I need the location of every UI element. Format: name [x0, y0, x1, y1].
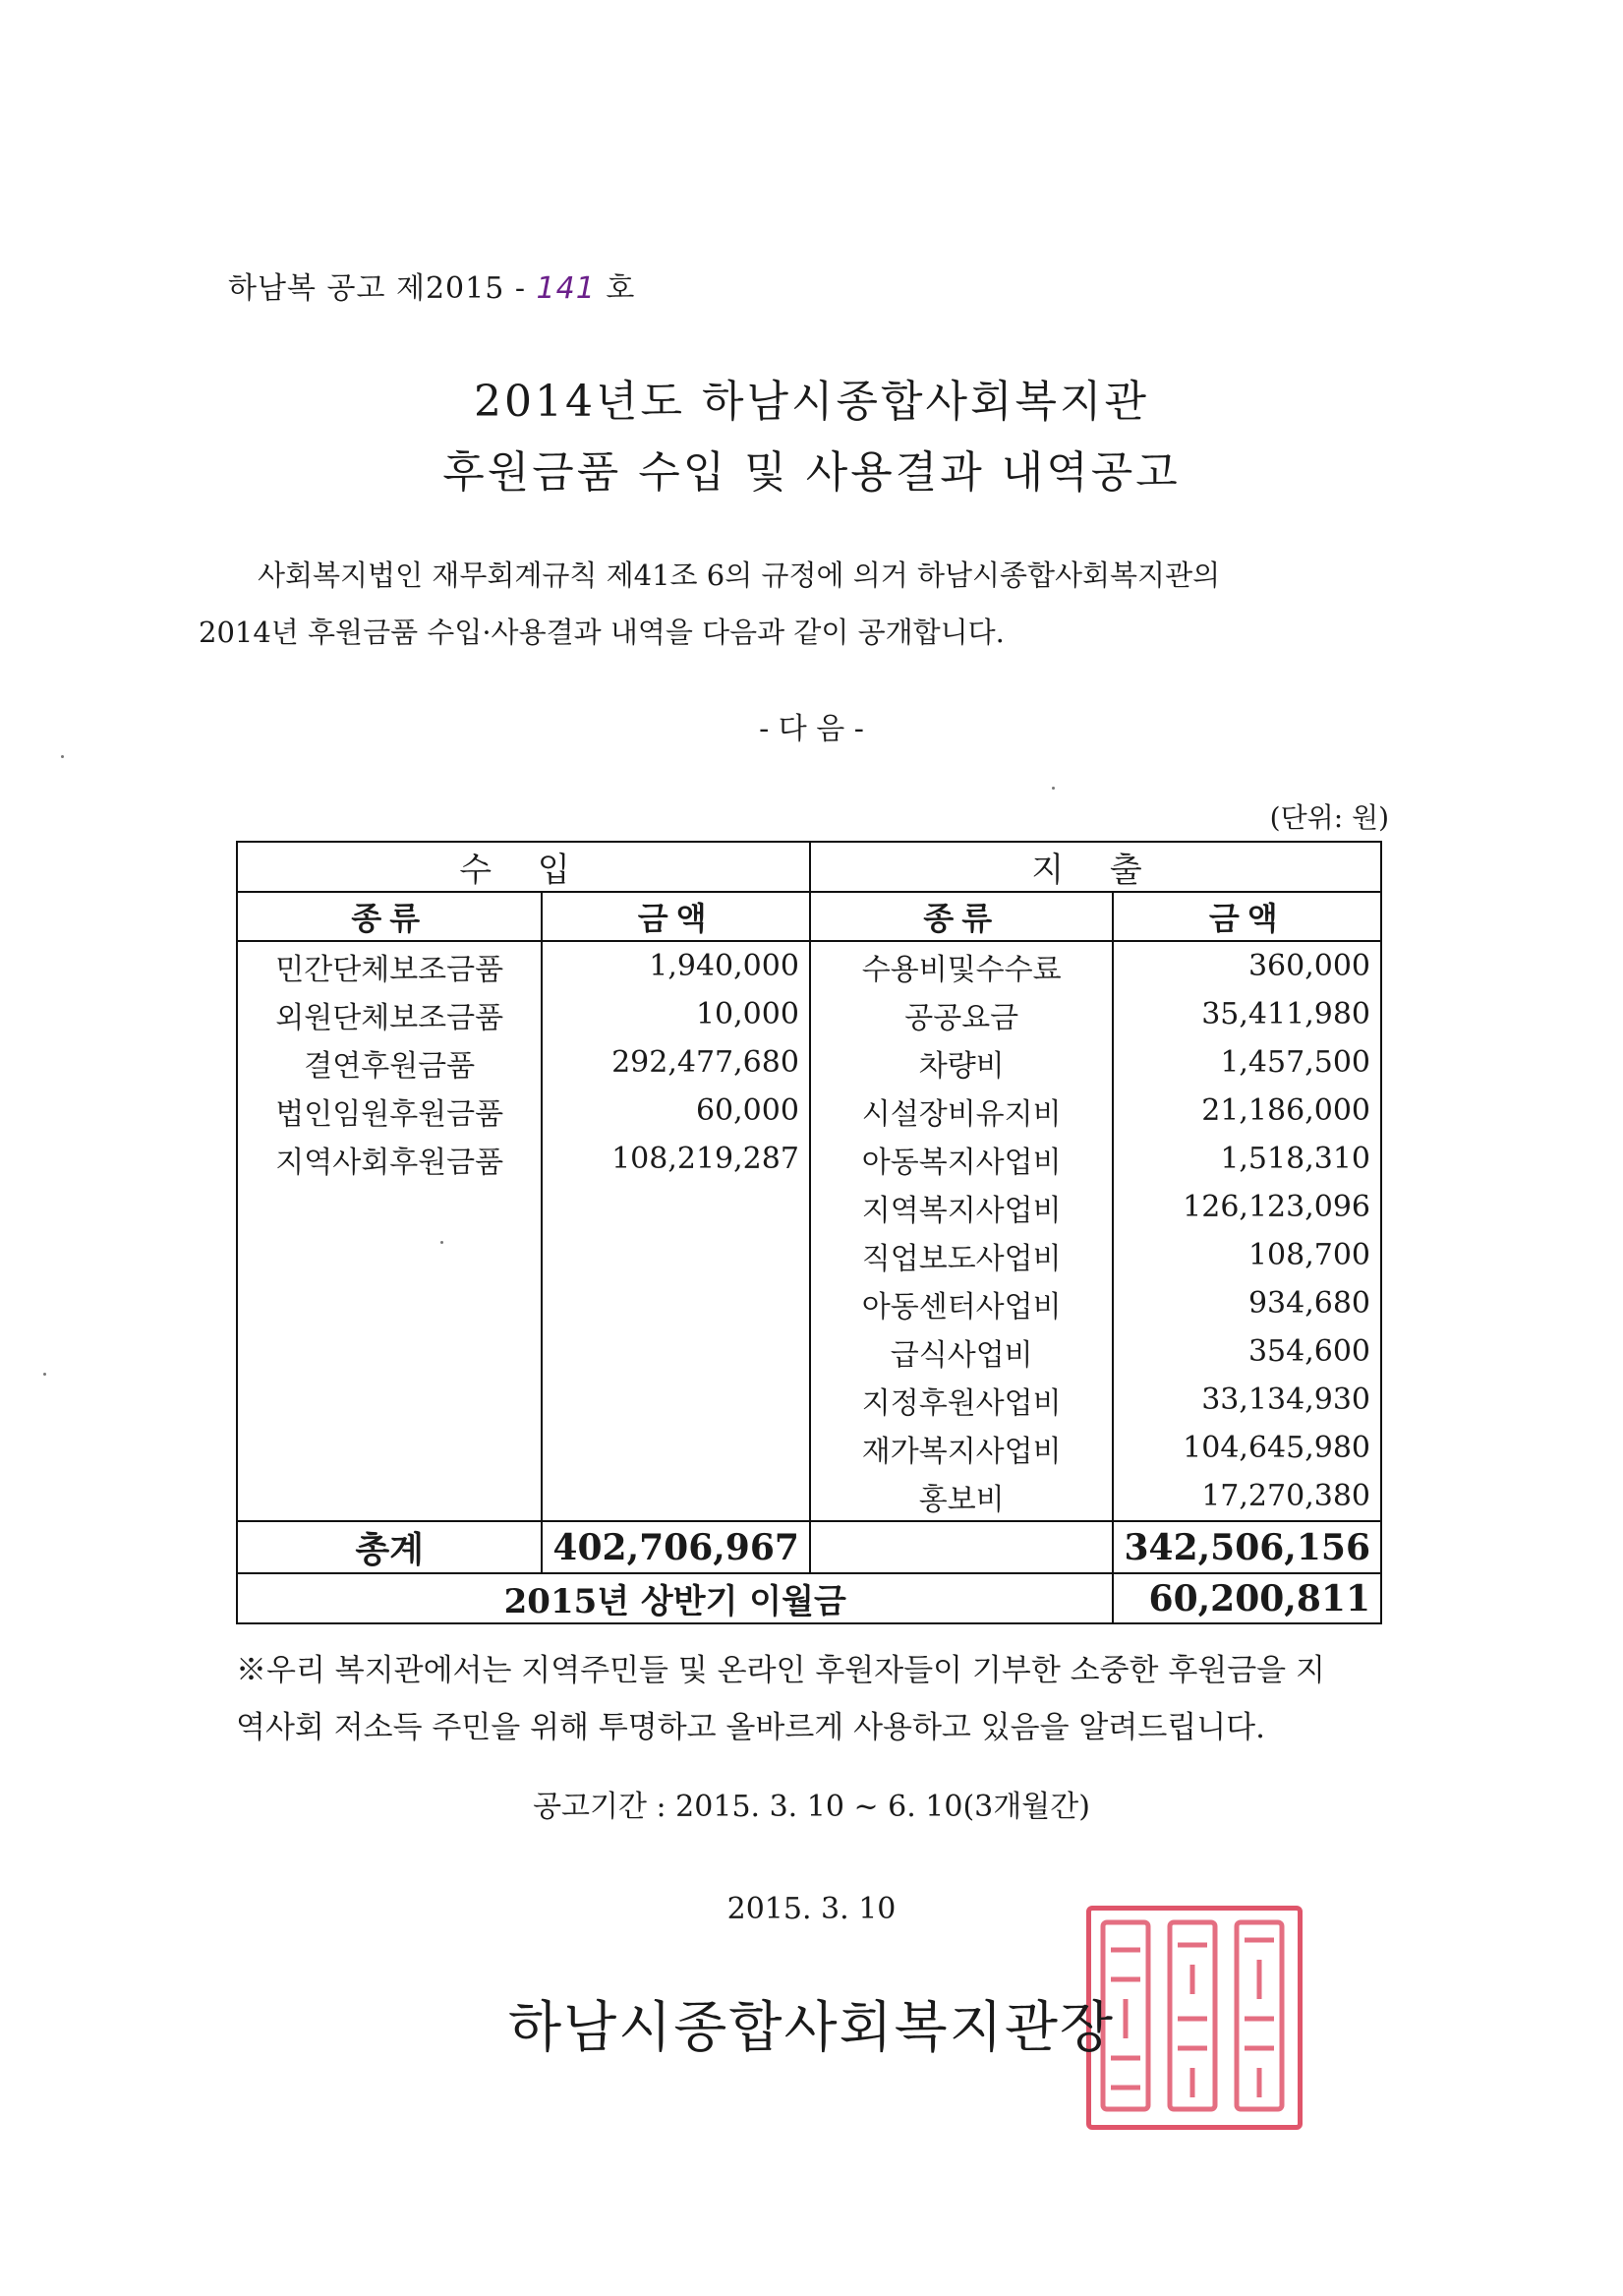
expense-amount: 1,457,500	[1113, 1038, 1381, 1087]
table-row	[237, 1231, 1381, 1279]
expense-header: 지 출	[810, 842, 1381, 892]
expense-type: 시설장비유지비	[810, 1087, 1114, 1135]
signature-director: 하남시종합사회복지관장	[507, 1996, 1116, 2060]
expense-amount: 360,000	[1113, 941, 1381, 990]
intro-line-1: 사회복지법인 재무회계규칙 제41조 6의 규정에 의거 하남시종합사회복지관의	[258, 559, 1221, 592]
intro-paragraph	[199, 547, 1398, 661]
expense-amount: 108,700	[1113, 1231, 1381, 1279]
income-type: 지역사회후원금품	[237, 1135, 542, 1183]
expense-type: 지정후원사업비	[810, 1376, 1114, 1424]
scan-speck	[440, 1241, 443, 1244]
notice-suffix: 호	[606, 271, 636, 306]
expense-type: 아동센터사업비	[810, 1279, 1114, 1327]
table-row	[237, 990, 1381, 1038]
handwritten-notice-number: 141	[536, 271, 596, 306]
da-eum-heading: - 다 음 -	[759, 712, 864, 746]
table-row	[237, 1376, 1381, 1424]
expense-type: 지역복지사업비	[810, 1183, 1114, 1231]
scan-speck	[1052, 787, 1055, 790]
table-row	[237, 1472, 1381, 1521]
income-amount: 108,219,287	[542, 1135, 810, 1183]
expense-amount: 33,134,930	[1113, 1376, 1381, 1424]
table-row	[237, 1087, 1381, 1135]
intro-line-2: 2014년 후원금품 수입·사용결과 내역을 다음과 같이 공개합니다.	[199, 616, 1005, 649]
expense-type: 재가복지사업비	[810, 1424, 1114, 1472]
scan-speck	[61, 755, 64, 758]
carryover-amount: 60,200,811	[1113, 1573, 1381, 1623]
table-row	[237, 1327, 1381, 1376]
expense-amount: 1,518,310	[1113, 1135, 1381, 1183]
table-row	[237, 1038, 1381, 1087]
expense-type: 수용비및수수료	[810, 941, 1114, 990]
notice-period: 공고기간 : 2015. 3. 10 ~ 6. 10(3개월간)	[533, 1790, 1090, 1824]
title-line-2: 후원금품 수입 및 사용결과 내역공고	[442, 447, 1181, 498]
expense-type: 공공요금	[810, 990, 1114, 1038]
expense-amount: 21,186,000	[1113, 1087, 1381, 1135]
expense-type: 홍보비	[810, 1472, 1114, 1521]
expense-amount: 17,270,380	[1113, 1472, 1381, 1521]
expense-amount: 35,411,980	[1113, 990, 1381, 1038]
note-line-1: ※우리 복지관에서는 지역주민들 및 온라인 후원자들이 기부한 소중한 후원금을 지	[236, 1653, 1325, 1688]
table-row	[237, 1279, 1381, 1327]
income-total: 402,706,967	[542, 1521, 810, 1573]
income-amount: 60,000	[542, 1087, 810, 1135]
table-row	[237, 1424, 1381, 1472]
income-amount-header: 금액	[542, 892, 810, 941]
income-expense-table	[236, 841, 1382, 1624]
expense-type: 급식사업비	[810, 1327, 1114, 1376]
income-type-header: 종류	[237, 892, 542, 941]
title-line-1: 2014년도 하남시종합사회복지관	[473, 377, 1149, 427]
carryover-label: 2015년 상반기 이월금	[237, 1573, 1113, 1623]
expense-amount: 104,645,980	[1113, 1424, 1381, 1472]
expense-total: 342,506,156	[1113, 1521, 1381, 1573]
unit-label: (단위: 원)	[1269, 801, 1389, 834]
notice-date: 2015. 3. 10	[726, 1892, 897, 1926]
expense-amount-header: 금액	[1113, 892, 1381, 941]
income-amount: 292,477,680	[542, 1038, 810, 1087]
donation-note	[236, 1642, 1396, 1756]
table-row	[237, 1183, 1381, 1231]
income-type: 법인임원후원금품	[237, 1087, 542, 1135]
income-type: 결연후원금품	[237, 1038, 542, 1087]
expense-type-header: 종류	[810, 892, 1114, 941]
notice-prefix: 하남복 공고 제2015 -	[228, 271, 526, 306]
income-amount: 1,940,000	[542, 941, 810, 990]
total-label: 총계	[237, 1521, 542, 1573]
note-line-2: 역사회 저소득 주민을 위해 투명하고 올바르게 사용하고 있음을 알려드립니다.	[236, 1710, 1265, 1745]
income-amount: 10,000	[542, 990, 810, 1038]
expense-type: 직업보도사업비	[810, 1231, 1114, 1279]
notice-number	[228, 264, 635, 307]
expense-amount: 934,680	[1113, 1279, 1381, 1327]
table-row	[237, 941, 1381, 990]
income-header: 수 입	[237, 842, 810, 892]
income-type: 외원단체보조금품	[237, 990, 542, 1038]
table-row	[237, 1135, 1381, 1183]
scan-speck	[43, 1373, 46, 1376]
expense-type: 차량비	[810, 1038, 1114, 1087]
income-type: 민간단체보조금품	[237, 941, 542, 990]
expense-amount: 354,600	[1113, 1327, 1381, 1376]
expense-amount: 126,123,096	[1113, 1183, 1381, 1231]
total-row	[237, 1521, 1381, 1573]
expense-type: 아동복지사업비	[810, 1135, 1114, 1183]
carryover-row	[237, 1573, 1381, 1623]
